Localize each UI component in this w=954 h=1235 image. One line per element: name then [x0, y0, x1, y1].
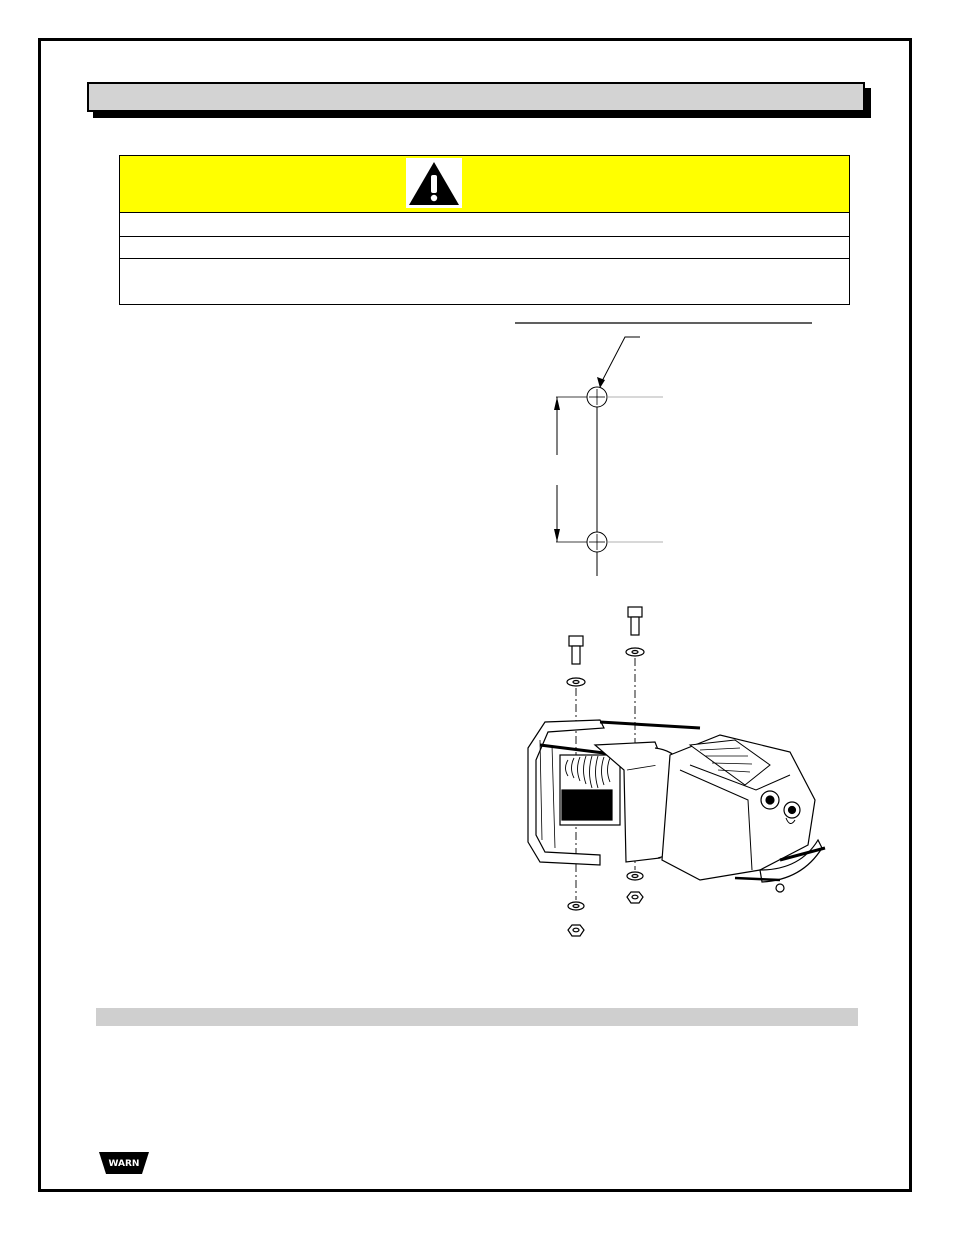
- logo-text: WARN: [108, 1159, 140, 1169]
- winch-exploded-view: [528, 607, 825, 936]
- hole-pattern-diagram: [515, 323, 812, 576]
- section-heading: [96, 1008, 858, 1026]
- warn-logo: [98, 1150, 150, 1176]
- bolt-right: [628, 607, 642, 635]
- bolt-left: [569, 636, 583, 664]
